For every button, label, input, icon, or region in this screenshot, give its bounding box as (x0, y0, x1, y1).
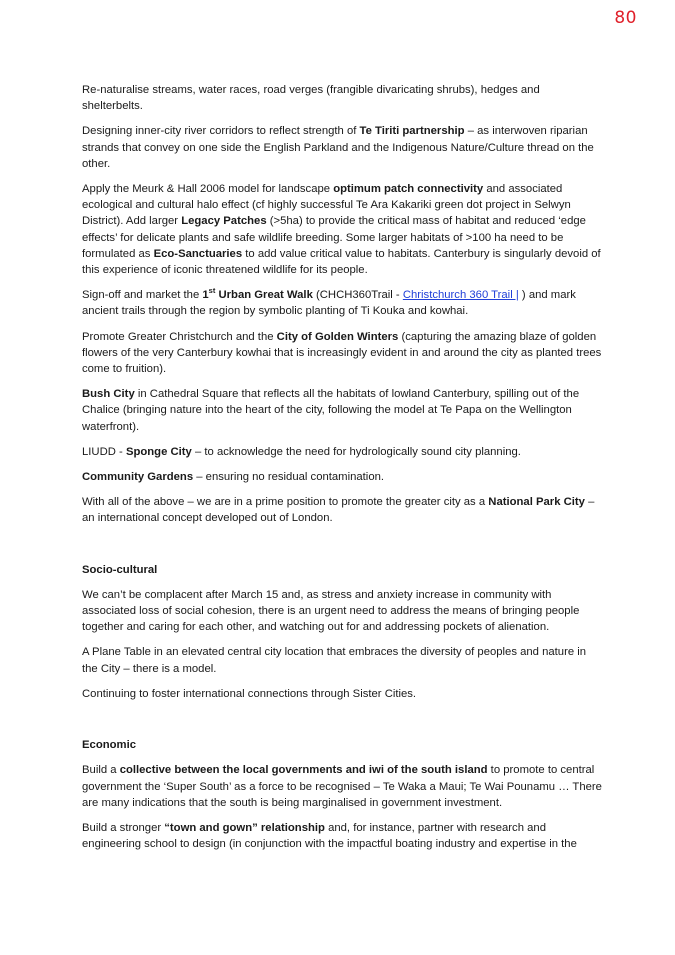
document-body (82, 82, 602, 861)
bold-eco-sanctuaries: Eco-Sanctuaries (153, 247, 243, 260)
heading-economic: Economic (82, 739, 136, 752)
bold-legacy-patches: Legacy Patches (181, 215, 267, 228)
paragraph-national-park-city: With all of the above – we are in a prime position to promote the greater city as a National Park City – an international concept developed out of London. (82, 496, 595, 525)
paragraph-sister-cities: Continuing to foster international connections through Sister Cities. (82, 687, 417, 700)
bold-golden-winters: City of Golden Winters (276, 330, 399, 343)
page-number: 80 (614, 8, 637, 28)
bold-national-park-city: National Park City (488, 496, 585, 509)
paragraph-renaturalise: Re-naturalise streams, water races, road verges (frangible divaricating shrubs), hedges and shelterbelts. (82, 84, 540, 113)
bold-bush-city: Bush City (82, 388, 135, 401)
christchurch-360-trail-link[interactable]: Christchurch 360 Trail | (402, 289, 519, 302)
paragraph-town-and-gown: Build a stronger “town and gown” relationship and, for instance, partner with research and engineering school to design (in conjunction with the impactful boating industry and expertise in the (82, 821, 577, 851)
bold-community-gardens: Community Gardens (82, 471, 194, 484)
paragraph-plane-table: A Plane Table in an elevated central city location that embraces the diversity of peoples and nature in the City – there is a model. (82, 646, 587, 675)
paragraph-river-corridors: Designing inner-city river corridors to reflect strength of Te Tiriti partnership – as interwoven riparian strands that convey on one side the English Parkland and the Indigenous Nature/Culture thread on the other. (82, 125, 594, 170)
paragraph-community-gardens: Community Gardens – ensuring no residual contamination. (82, 471, 385, 484)
paragraph-super-south: Build a collective between the local governments and iwi of the south island to promote to central government the ‘Super South’ as a force to be recognised – Te Waka a Maui; Te Wai Pounamu … There are many indications that the south is being marginalised in government investment. (82, 764, 602, 809)
bold-urban-great-walk: 1st Urban Great Walk (202, 286, 313, 302)
paragraph-golden-winters: Promote Greater Christchurch and the City of Golden Winters (capturing the amazing blaze of golden flowers of the very Canterbury kowhai that is increasingly evident in and around the city as planted trees come to fruition). (82, 330, 602, 376)
paragraph-sponge-city: LIUDD - Sponge City – to acknowledge the need for hydrologically sound city planning. (82, 445, 521, 458)
paragraph-urban-great-walk: Sign-off and market the 1st Urban Great Walk (CHCH360Trail - Christchurch 360 Trail | ) and mark ancient trails through the region by symbolic planting of Ti Kouka and kowhai. (82, 286, 576, 318)
paragraph-bush-city: Bush City in Cathedral Square that reflects all the habitats of lowland Canterbury, spilling out of the Chalice (bringing nature into the heart of the city, following the model at Te Papa on the Wellington waterfront). (82, 388, 580, 433)
bold-te-tiriti: Te Tiriti partnership (359, 125, 465, 138)
bold-sponge-city: Sponge City (125, 445, 192, 458)
paragraph-patch-connectivity: Apply the Meurk & Hall 2006 model for landscape optimum patch connectivity and associated ecological and cultural halo effect (cf highly successful Te Ara Kakariki green dot project in Selwyn District). Add larger Legacy Patches (>5ha) to provide the critical mass of habitat and reduced ‘edge effects’ for delicate plants and safe wildlife breeding. Some larger habitats of >100 ha need to be formulated as Eco-Sanctuaries to add value critical value to habitats. Canterbury is singularly devoid of this experience of iconic threatened wildlife for its people. (82, 183, 601, 277)
heading-socio-cultural: Socio-cultural (82, 563, 158, 576)
bold-optimum-patch: optimum patch connectivity (333, 183, 484, 196)
bold-collective: collective between the local governments and iwi of the south island (119, 764, 488, 777)
bold-town-and-gown: “town and gown” relationship (164, 821, 325, 834)
paragraph-social-cohesion: We can’t be complacent after March 15 and, as stress and anxiety increase in community with associated loss of social cohesion, there is an urgent need to address the means of bringing people together and caring for each other, and watching out for and addressing pockets of alienation. (82, 588, 580, 634)
